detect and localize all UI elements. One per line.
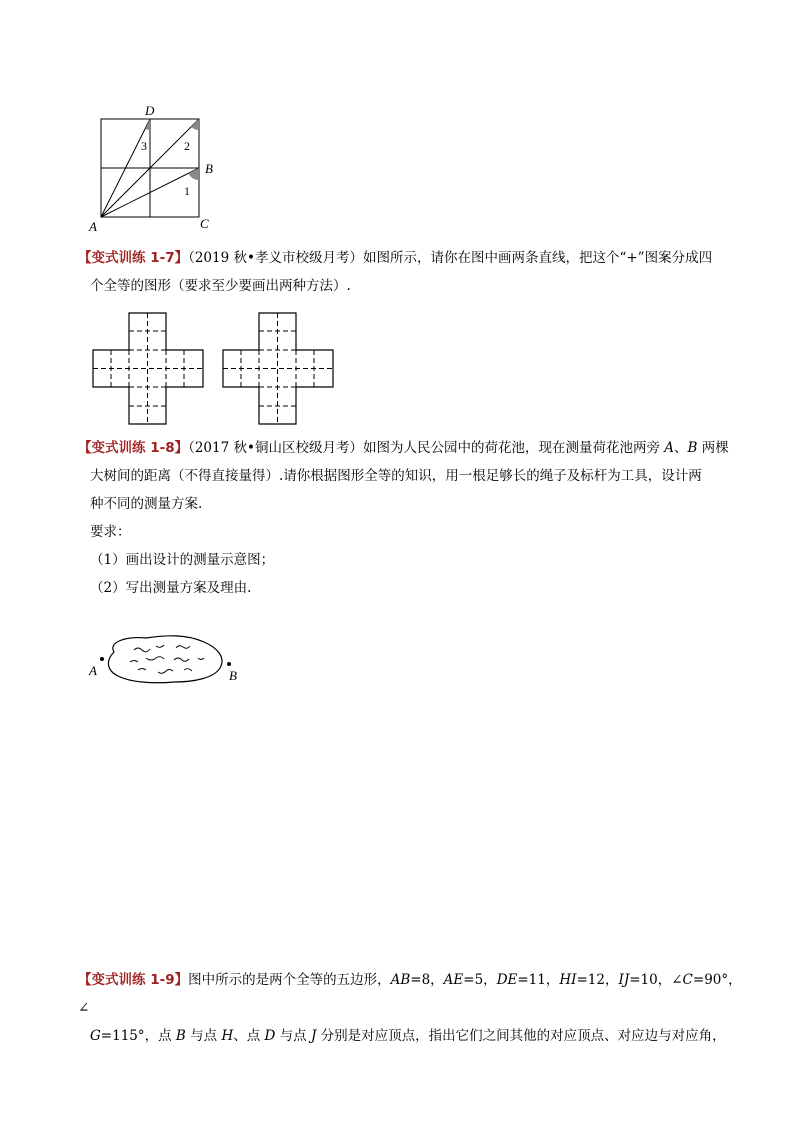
requirement-1: （1）画出设计的测量示意图； <box>90 552 275 568</box>
cross-figure-2 <box>222 312 336 426</box>
exercise-text-line2: 个全等的图形（要求至少要画出两种方法）. <box>90 278 351 294</box>
exercise-text: 两棵 <box>697 440 729 456</box>
exercise-text: =115°，点 <box>100 1028 176 1044</box>
exercise-text: 分别是对应顶点，指出它们之间其他的对应顶点、对应边与对应角， <box>316 1028 726 1044</box>
angle-g: G <box>90 1028 101 1044</box>
exercise-text: =8， <box>410 972 444 988</box>
exercise-text-line2: 大树间的距离（不得直接量得）.请你根据图形全等的知识，用一根足够长的绳子及标杆为工具，设计两 <box>90 468 702 484</box>
segment-hi: HI <box>559 972 577 988</box>
point-h: H <box>221 1028 234 1044</box>
exercise-tag: 【变式训练 1-9】 <box>78 972 189 988</box>
label-B: B <box>205 161 213 176</box>
exercise-text: 与点 <box>185 1028 222 1044</box>
angle-grid-figure <box>86 100 226 236</box>
exercise-tag: 【变式训练 1-8】 <box>78 440 189 456</box>
label-A: A <box>89 219 97 234</box>
label-C: C <box>200 216 209 231</box>
point-b: B <box>687 440 698 456</box>
separator: 、 <box>674 440 688 456</box>
exercise-text: =90°，∠ <box>78 972 742 1016</box>
segment-ab: AB <box>390 972 411 988</box>
pond-figure <box>86 632 246 688</box>
requirement-2: （2）写出测量方案及理由. <box>90 580 252 596</box>
requirements-heading: 要求： <box>90 524 131 540</box>
point-d: D <box>264 1028 276 1044</box>
segment-de: DE <box>496 972 518 988</box>
exercise-1-8 <box>78 434 742 602</box>
point-a: A <box>664 440 674 456</box>
pond-label-b: B <box>229 668 237 683</box>
label-3: 3 <box>141 139 147 153</box>
exercise-tag: 【变式训练 1-7】 <box>78 250 189 266</box>
exercise-text: =10，∠ <box>629 972 683 988</box>
exercise-text: （2017 秋•铜山区校级月考）如图为人民公园中的荷花池，现在测量荷花池两旁 <box>188 440 665 456</box>
label-2: 2 <box>184 139 190 153</box>
exercise-text: 图中所示的是两个全等的五边形， <box>188 972 391 988</box>
exercise-1-9 <box>78 966 742 1050</box>
exercise-text-line3: 种不同的测量方案. <box>90 496 203 512</box>
exercise-text: =5， <box>463 972 497 988</box>
exercise-text-line1: （2019 秋•孝义市校级月考）如图所示，请你在图中画两条直线，把这个“+”图案分成四 <box>188 250 713 266</box>
exercise-text: =11， <box>517 972 560 988</box>
segment-ae: AE <box>443 972 464 988</box>
exercise-text: 、点 <box>233 1028 265 1044</box>
exercise-text: 与点 <box>275 1028 311 1044</box>
pond-label-a: A <box>89 663 97 678</box>
exercise-1-7 <box>78 244 742 300</box>
label-D: D <box>145 103 155 118</box>
angle-c: C <box>682 972 693 988</box>
point-j: J <box>310 1028 317 1044</box>
segment-ij: IJ <box>618 972 630 988</box>
label-1: 1 <box>184 184 190 198</box>
cross-figure-1 <box>92 312 206 426</box>
point-b: B <box>175 1028 186 1044</box>
exercise-text: =12， <box>576 972 619 988</box>
